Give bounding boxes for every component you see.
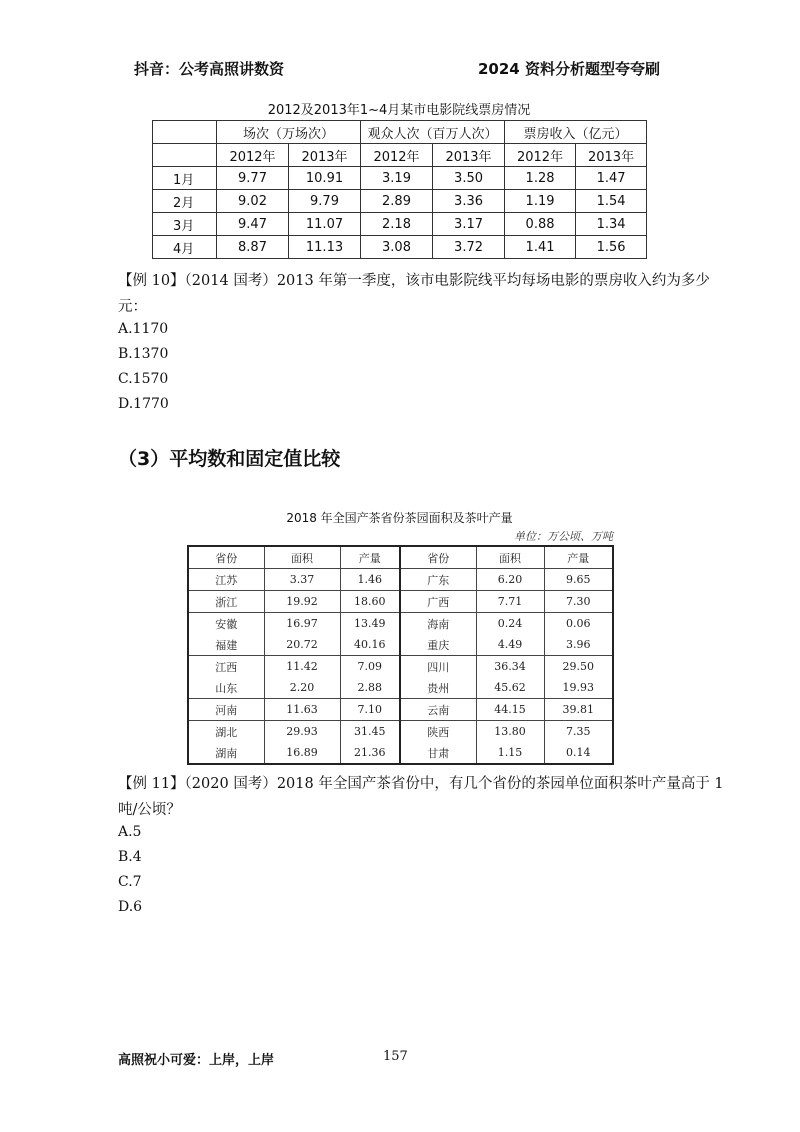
table2-row [188, 677, 613, 699]
table1-cell: 9.79 [289, 190, 361, 213]
table2-row [188, 569, 613, 591]
table1-year-header: 2013年 [576, 144, 647, 167]
table2-cell: 甘肃 [400, 742, 476, 764]
table1-month: 1月 [153, 167, 217, 190]
table1-month: 2月 [153, 190, 217, 213]
table2-row [188, 742, 613, 764]
table1-cell: 1.19 [505, 190, 576, 213]
table2-cell: 2.88 [340, 677, 400, 699]
section-title: （3）平均数和固定值比较 [118, 448, 341, 470]
table1-caption: 2012及2013年1~4月某市电影院线票房情况 [267, 103, 531, 118]
table1-group-header: 观众人次（百万人次） [361, 121, 505, 144]
table1-corner [153, 144, 217, 167]
table2-cell: 21.36 [340, 742, 400, 764]
q11-text-line2: 吨/公顷？ [118, 802, 181, 818]
table1-year-header: 2013年 [433, 144, 505, 167]
table2-unit: 单位：万公顷、万吨 [514, 530, 613, 543]
table2-cell: 19.92 [264, 591, 340, 613]
q10-option-a: A.1170 [118, 321, 169, 337]
table1-row [153, 236, 647, 259]
table2-cell: 11.63 [264, 699, 340, 721]
table1-cell: 9.47 [217, 213, 289, 236]
table1-corner [153, 121, 217, 144]
q10-text-line1: 【例 10】（2014 国考）2013 年第一季度，该市电影院线平均每场电影的票房收入约为多少 [118, 273, 710, 289]
q11-text-line1: 【例 11】（2020 国考）2018 年全国产茶省份中，有几个省份的茶园单位面积茶叶产量高于 1 [118, 776, 724, 792]
table2-cell: 江西 [188, 656, 264, 678]
table2 [187, 545, 614, 765]
table2-cell: 19.93 [544, 677, 613, 699]
table2-cell: 重庆 [400, 634, 476, 656]
table2-cell: 福建 [215, 638, 238, 652]
table2-cell: 7.30 [544, 591, 613, 613]
table1-cell: 3.17 [433, 213, 505, 236]
table2-cell: 44.15 [476, 699, 544, 721]
table1-year-header: 2013年 [289, 144, 361, 167]
table2-row [188, 699, 613, 721]
table2-cell: 广西 [400, 591, 476, 613]
table1-cell: 9.02 [217, 190, 289, 213]
table1-month: 3月 [153, 213, 217, 236]
table2-cell: 7.10 [340, 699, 400, 721]
table2-cell: 40.16 [340, 634, 400, 656]
table1 [152, 120, 647, 259]
table1-year-header: 2012年 [361, 144, 433, 167]
page-number: 157 [383, 1049, 408, 1064]
table2-row [188, 656, 613, 678]
table2-cell: 湖南 [215, 746, 238, 760]
table2-cell: 0.14 [544, 742, 613, 764]
q10-text-line2: 元： [118, 299, 147, 315]
table2-row [188, 634, 613, 656]
table1-cell: 9.77 [217, 167, 289, 190]
table1-cell: 3.08 [361, 236, 433, 259]
table2-cell: 湖北 [188, 721, 264, 743]
table2-cell: 16.97 [264, 613, 340, 635]
table2-cell: 18.60 [340, 591, 400, 613]
table2-cell: 9.65 [544, 569, 613, 591]
table2-row [188, 591, 613, 613]
table2-cell: 7.09 [340, 656, 400, 678]
table2-cell: 2.20 [264, 677, 340, 699]
table1-cell: 1.34 [576, 213, 647, 236]
table1-row [153, 167, 647, 190]
table1-row [153, 190, 647, 213]
table1-cell: 0.88 [505, 213, 576, 236]
q11-option-a: A.5 [118, 824, 142, 840]
table2-cell: 45.62 [476, 677, 544, 699]
table2-cell: 13.80 [476, 721, 544, 743]
table1-cell: 2.18 [361, 213, 433, 236]
table1-cell: 8.87 [217, 236, 289, 259]
table2-cell: 39.81 [544, 699, 613, 721]
table1-cell: 10.91 [289, 167, 361, 190]
table2-cell: 31.45 [340, 721, 400, 743]
table2-cell: 29.93 [264, 721, 340, 743]
table2-header: 省份 [215, 551, 238, 565]
table2-cell: 13.49 [340, 613, 400, 635]
table2-cell: 陕西 [400, 721, 476, 743]
table1-cell: 1.41 [505, 236, 576, 259]
table2-cell: 36.34 [476, 656, 544, 678]
table1-group-header: 票房收入（亿元） [505, 121, 647, 144]
table2-cell: 广东 [400, 569, 476, 591]
table2-cell: 安徽 [188, 613, 264, 635]
header-left: 抖音：公考高照讲数资 [134, 60, 285, 78]
table2-row [188, 613, 613, 635]
table1-cell: 11.13 [289, 236, 361, 259]
table2-cell: 20.72 [264, 634, 340, 656]
table2-cell: 7.35 [544, 721, 613, 743]
table2-cell: 0.06 [544, 613, 613, 635]
table2-cell: 贵州 [400, 677, 476, 699]
table1-cell: 1.56 [576, 236, 647, 259]
header-right: 2024 资料分析题型夸夸刷 [478, 60, 660, 78]
table2-header: 省份 [400, 546, 476, 569]
table2-header: 产量 [544, 546, 613, 569]
table1-year-header: 2012年 [217, 144, 289, 167]
table2-cell: 山东 [215, 681, 238, 695]
table2-row [188, 721, 613, 743]
table2-cell: 4.49 [476, 634, 544, 656]
table1-cell: 1.28 [505, 167, 576, 190]
table2-header: 面积 [476, 546, 544, 569]
q11-option-b: B.4 [118, 849, 142, 865]
table2-cell: 3.37 [264, 569, 340, 591]
footer-left: 高照祝小可爱：上岸，上岸 [118, 1053, 275, 1068]
table1-month: 4月 [153, 236, 217, 259]
table2-cell: 7.71 [476, 591, 544, 613]
table1-group-header: 场次（万场次） [217, 121, 361, 144]
table1-row [153, 213, 647, 236]
table2-cell: 3.96 [544, 634, 613, 656]
table2-header: 产量 [340, 546, 400, 569]
table2-cell: 江苏 [188, 569, 264, 591]
table2-cell: 6.20 [476, 569, 544, 591]
table1-cell: 3.36 [433, 190, 505, 213]
table1-cell: 3.19 [361, 167, 433, 190]
table2-cell: 四川 [400, 656, 476, 678]
q10-option-b: B.1370 [118, 346, 169, 362]
table2-cell: 海南 [400, 613, 476, 635]
q10-option-d: D.1770 [118, 396, 169, 412]
table1-cell: 11.07 [289, 213, 361, 236]
table2-cell: 云南 [400, 699, 476, 721]
table2-cell: 1.15 [476, 742, 544, 764]
table2-cell: 浙江 [188, 591, 264, 613]
table2-header-row [188, 546, 613, 569]
table2-cell: 河南 [188, 699, 264, 721]
table2-header: 面积 [264, 546, 340, 569]
table1-cell: 3.50 [433, 167, 505, 190]
q11-option-d: D.6 [118, 899, 143, 915]
table2-cell: 16.89 [264, 742, 340, 764]
table2-cell: 0.24 [476, 613, 544, 635]
q10-option-c: C.1570 [118, 371, 169, 387]
table2-cell: 1.46 [340, 569, 400, 591]
table2-cell: 29.50 [544, 656, 613, 678]
table2-cell: 11.42 [264, 656, 340, 678]
table1-year-header: 2012年 [505, 144, 576, 167]
table1-cell: 3.72 [433, 236, 505, 259]
table1-cell: 1.54 [576, 190, 647, 213]
table1-cell: 2.89 [361, 190, 433, 213]
table2-caption: 2018 年全国产茶省份茶园面积及茶叶产量 [286, 511, 513, 525]
table1-cell: 1.47 [576, 167, 647, 190]
q11-option-c: C.7 [118, 874, 142, 890]
